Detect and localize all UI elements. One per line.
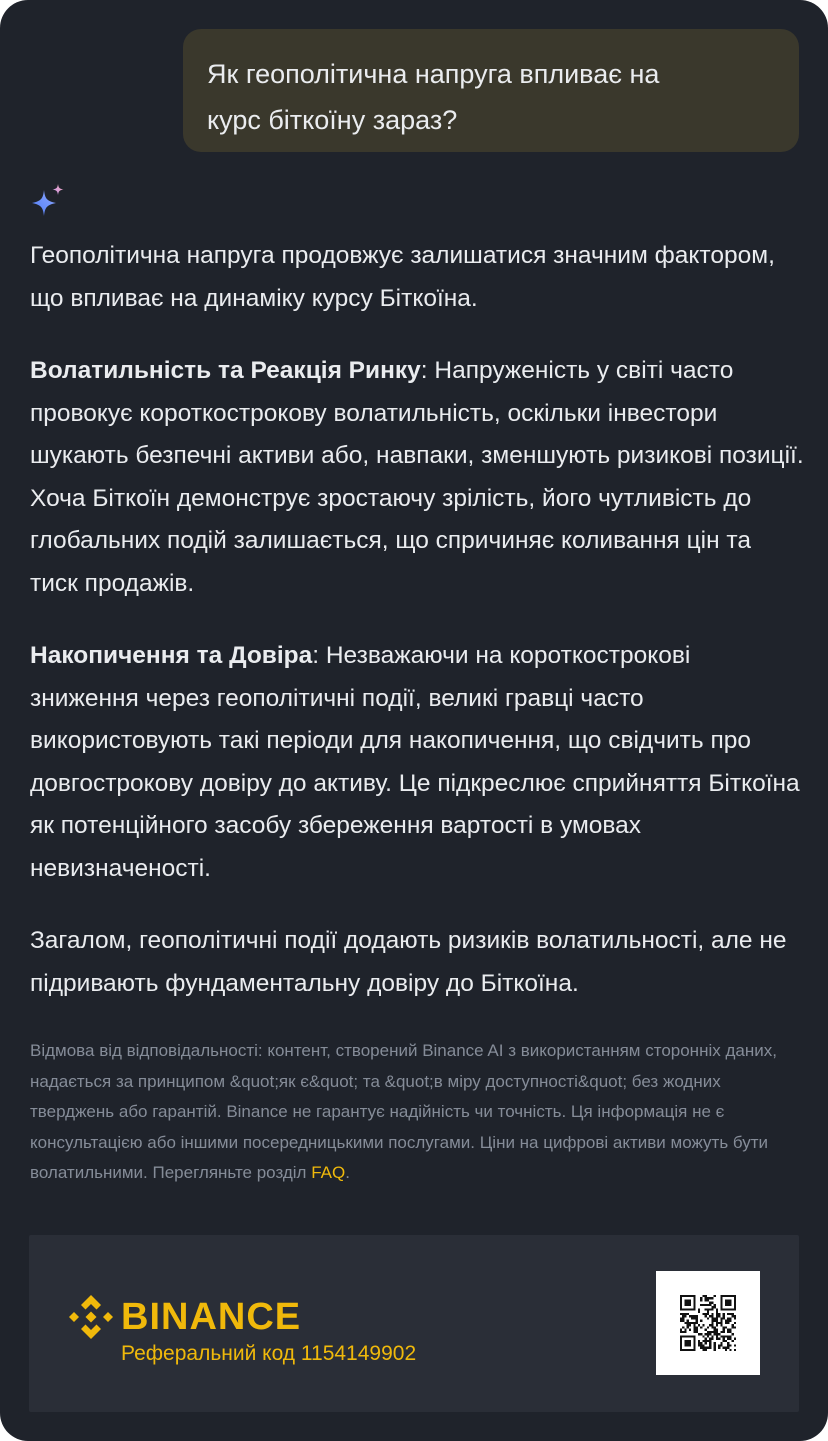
faq-link[interactable]: FAQ bbox=[311, 1163, 346, 1183]
answer-intro: Геополітична напруга продовжує залишатися значним фактором, що впливає на динаміку курсу Біткоїна. bbox=[30, 242, 775, 312]
section-text: : Незважаючи на короткострокові зниження через геополітичні події, великі гравці часто використовують такі періоди для накопичення, що свідчить про довгострокову довіру до активу. Це підкреслює сприйняття Біткоїна як потенційного засобу збереження вартості в умовах невизначеності. bbox=[30, 642, 800, 882]
referral-card bbox=[29, 1235, 799, 1412]
referral-code: Реферальний код 1154149902 bbox=[121, 1342, 417, 1365]
user-message-bubble bbox=[183, 29, 799, 152]
qr-code-icon bbox=[680, 1295, 736, 1351]
user-message-line-2: курс біткоїну зараз? bbox=[207, 105, 458, 135]
section-heading: Накопичення та Довіра bbox=[30, 642, 313, 669]
binance-brand: BINANCE bbox=[121, 1296, 302, 1338]
answer-section-volatility bbox=[30, 350, 805, 605]
answer-conclusion: Загалом, геополітичні події додають ризиків волатильності, але не підривають фундаментальну довіру до Біткоїна. bbox=[30, 927, 787, 997]
disclaimer-end: . bbox=[345, 1163, 350, 1183]
section-text: : Напруженість у світі часто провокує короткострокову волатильність, оскільки інвестори шукають безпечні активи або, навпаки, зменшують ризикові позиції. Хоча Біткоїн демонструє зростаючу зрілість, його чутливість до глобальних подій залишається, що спричиняє коливання цін та тиск продажів. bbox=[30, 357, 804, 597]
assistant-answer bbox=[30, 235, 805, 1035]
disclaimer-text: Відмова від відповідальності: контент, створений Binance AI з використанням сторонніх даних, надається за принципом &quot;як є&quot; та &quot;в міру доступності&quot; без жодних тверджень або гарантій. Binance не гарантує надійність чи точність. Ця інформація не є консультацією або іншими посередницькими послугами. Ціни на цифрові активи можуть бути волатильними. Перегляньте розділ bbox=[30, 1041, 777, 1183]
binance-logo-icon bbox=[67, 1293, 115, 1341]
disclaimer bbox=[30, 1036, 800, 1189]
answer-section-accumulation bbox=[30, 635, 805, 890]
section-heading: Волатильність та Реакція Ринку bbox=[30, 357, 421, 384]
sparkle-icon bbox=[30, 183, 68, 221]
qr-code bbox=[656, 1271, 760, 1375]
user-message-line-1: Як геополітична напруга впливає на bbox=[207, 59, 660, 89]
